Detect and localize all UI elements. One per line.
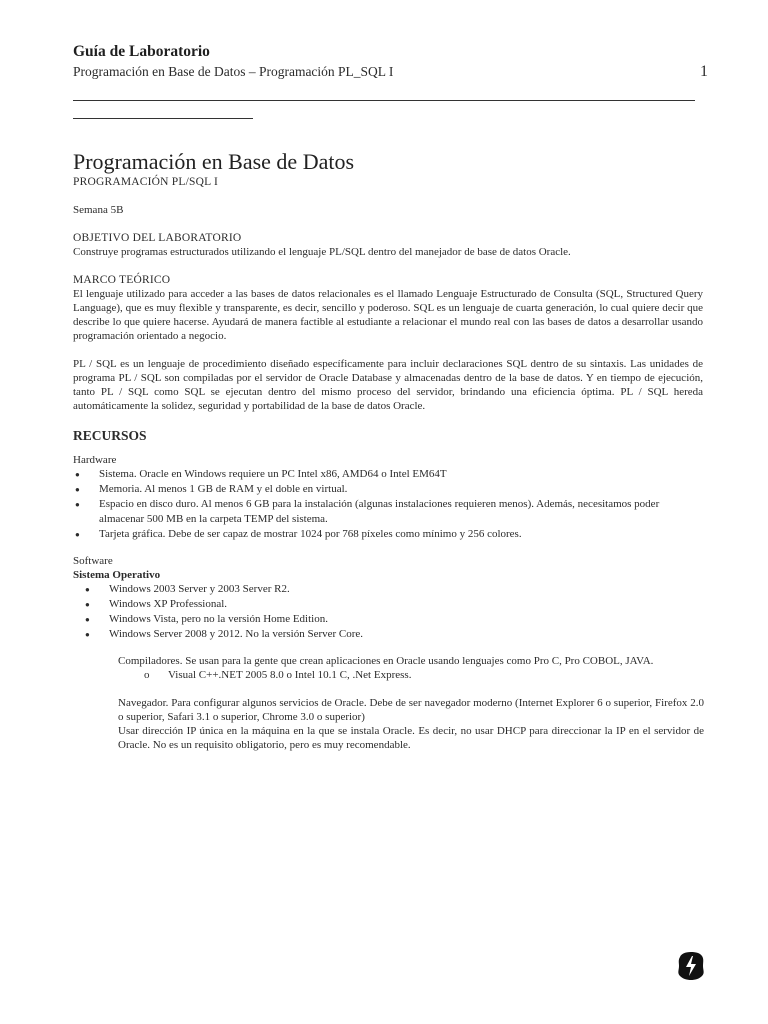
list-item: ● Windows XP Professional. [73, 597, 703, 612]
resources-heading: RECURSOS [73, 428, 147, 443]
list-item: ● Tarjeta gráfica. Debe de ser capaz de mostrar 1024 por 768 píxeles como mínimo y 256 colores. [73, 527, 703, 542]
compilers-sub-item: o Visual C++.NET 2005 8.0 o Intel 10.1 C, .Net Express. [144, 668, 704, 682]
ip-text: Usar dirección IP única en la máquina en la que se instala Oracle. Es decir, no usar DHCP para direccionar la IP en el servidor de Oracle. No es un requisito obligatorio, pero es muy recomendable. [118, 725, 704, 751]
header-divider-short [73, 118, 253, 119]
week-label: Semana 5B [73, 204, 124, 216]
list-item: ● Sistema. Oracle en Windows requiere un PC Intel x86, AMD64 o Intel EM64T [73, 467, 703, 482]
list-item: ● Windows 2003 Server y 2003 Server R2. [73, 582, 703, 597]
hardware-label: Hardware [73, 454, 117, 466]
theory-paragraph-2: PL / SQL es un lenguaje de procedimiento diseñado específicamente para incluir declaraciones SQL dentro de su sintaxis. Las unidades de programa PL / SQL son compiladas por el servidor de Oracle Database y almacenadas dentro de la base de datos. Y en tiempo de ejecución, tanto PL / SQL como SQL se ejecutan dentro del mismo proceso del servidor, brindando una eficiencia óptima. PL / SQL hereda automáticamente la solidez, seguridad y portabilidad de la base de datos Oracle. [73, 358, 703, 412]
document-title: Programación en Base de Datos [73, 149, 355, 174]
list-item: ● Espacio en disco duro. Al menos 6 GB para la instalación (algunas instalaciones requieren menos). Además, necesitamos poder almacenar 500 MB en la carpeta TEMP del sistema. [73, 497, 703, 527]
header-subtitle-row [73, 63, 708, 81]
header-divider [73, 100, 695, 101]
theory-heading: MARCO TEÓRICO [73, 274, 171, 286]
lightning-bolt-logo-icon [676, 951, 706, 981]
hardware-list [73, 467, 703, 542]
list-item: ● Memoria. Al menos 1 GB de RAM y el doble en virtual. [73, 482, 703, 497]
page-number: 1 [700, 63, 708, 80]
list-item: ● Windows Server 2008 y 2012. No la versión Server Core. [73, 627, 703, 642]
browser-text: Navegador. Para configurar algunos servicios de Oracle. Debe de ser navegador moderno (Internet Explorer 6 o superior, Firefox 2.0 o superior, Safari 3.1 o superior, Chrome 3.0 o superior) [118, 697, 704, 723]
software-label: Software [73, 555, 113, 567]
os-label: Sistema Operativo [73, 569, 161, 581]
document-subtitle: PROGRAMACIÓN PL/SQL I [73, 176, 218, 188]
theory-paragraph-1: El lenguaje utilizado para acceder a las bases de datos relacionales es el llamado Lenguaje Estructurado de Consulta (SQL, Structured Query Language), que es muy flexible y transparente, es decir, sencillo y poderoso. SQL es un lenguaje de cuarta generación, lo cual quiere decir que describe lo que quiere hacerse. Ayudará de manera factible al estudiante a relacionar el mundo real con las bases de datos a desarrollar usando programación orientado a negocio. [73, 288, 703, 342]
objective-heading: OBJETIVO DEL LABORATORIO [73, 232, 242, 244]
header-title: Guía de Laboratorio [73, 43, 210, 60]
compilers-text: Compiladores. Se usan para la gente que crean aplicaciones en Oracle usando lenguajes como Pro C, Pro COBOL, JAVA. [118, 655, 654, 667]
os-list [73, 582, 703, 642]
list-item: ● Windows Vista, pero no la versión Home Edition. [73, 612, 703, 627]
objective-text: Construye programas estructurados utilizando el lenguaje PL/SQL dentro del manejador de base de datos Oracle. [73, 246, 571, 258]
document-page [73, 42, 708, 752]
header-subtitle: Programación en Base de Datos – Programación PL_SQL I [73, 64, 394, 79]
